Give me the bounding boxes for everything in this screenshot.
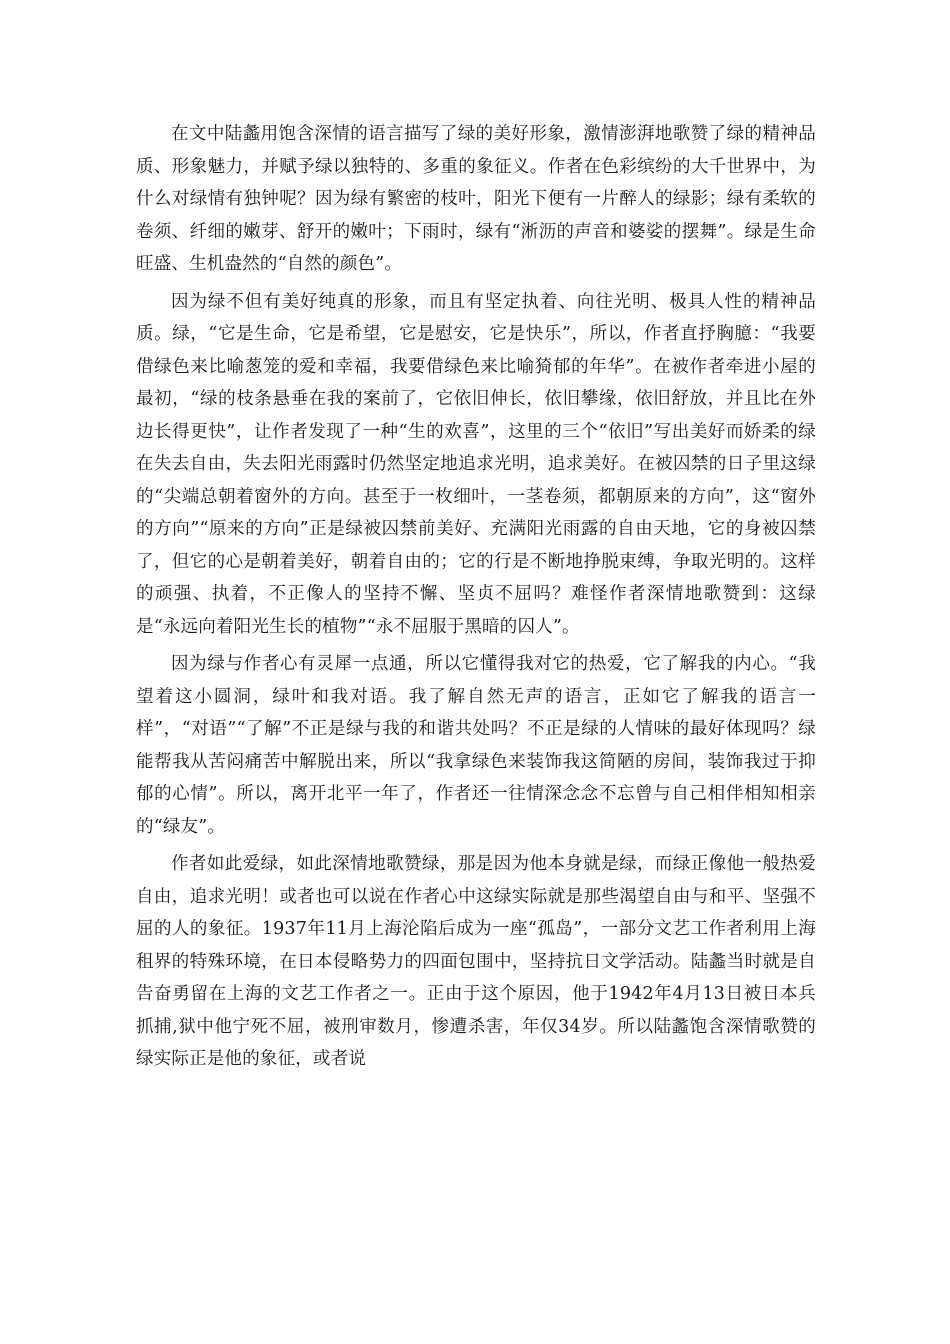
document-body [136,118,816,1081]
paragraph-3: 因为绿与作者心有灵犀一点通，所以它懂得我对它的热爱，它了解我的内心。“我望着这小圆洞，绿叶和我对语。我了解自然无声的语言，正如它了解我的语言一样”，“对语”“了解”不正是绿与我的和谐共处吗？不正是绿的人情味的最好体现吗？绿能帮我从苦闷痛苦中解脱出来，所以“我拿绿色来装饰我这简陋的房间，装饰我过于抑郁的心情”。所以，离开北平一年了，作者还一往情深念念不忘曾与自己相伴相知相亲的“绿友”。 [136,654,816,837]
paragraph-4: 作者如此爱绿，如此深情地歌赞绿，那是因为他本身就是绿，而绿正像他一般热爱自由，追求光明！或者也可以说在作者心中这绿实际就是那些渴望自由与和平、坚强不屈的人的象征。1937年11月上海沦陷后成为一座“孤岛”，一部分文艺工作者利用上海租界的特殊环境，在日本侵略势力的四面包围中，坚持抗日文学活动。陆蠡当时就是自告奋勇留在上海的文艺工作者之一。正由于这个原因，他于1942年4月13日被日本兵抓捕,狱中他宁死不屈，被刑审数月，惨遭杀害，年仅34岁。所以陆蠡饱含深情歌赞的绿实际正是他的象征，或者说 [136,854,816,1069]
paragraph-1: 在文中陆蠡用饱含深情的语言描写了绿的美好形象，激情澎湃地歌赞了绿的精神品质、形象魅力，并赋予绿以独特的、多重的象征义。作者在色彩缤纷的大千世界中，为什么对绿情有独钟呢？因为绿有繁密的枝叶，阳光下便有一片醉人的绿影；绿有柔软的卷须、纤细的嫩芽、舒开的嫩叶；下雨时，绿有“淅沥的声音和婆娑的摆舞”。绿是生命旺盛、生机盎然的“自然的颜色”。 [136,124,816,274]
paragraph-2: 因为绿不但有美好纯真的形象，而且有坚定执着、向往光明、极具人性的精神品质。绿，“它是生命，它是希望，它是慰安，它是快乐”，所以，作者直抒胸臆：“我要借绿色来比喻葱笼的爱和幸福，我要借绿色来比喻猗郁的年华”。在被作者牵进小屋的最初，“绿的枝条悬垂在我的案前了，它依旧伸长，依旧攀缘，依旧舒放，并且比在外边长得更快”，让作者发现了一种“生的欢喜”，这里的三个“依旧”写出美好而娇柔的绿在失去自由，失去阳光雨露时仍然坚定地追求光明，追求美好。在被囚禁的日子里这绿的“尖端总朝着窗外的方向。甚至于一枚细叶，一茎卷须，都朝原来的方向”，这“窗外的方向”“原来的方向”正是绿被囚禁前美好、充满阳光雨露的自由天地，它的身被囚禁了，但它的心是朝着美好，朝着自由的；它的行是不断地挣脱束缚，争取光明的。这样的顽强、执着，不正像人的坚持不懈、坚贞不屈吗？难怪作者深情地歌赞到：这绿是“永远向着阳光生长的植物”“永不屈服于黑暗的囚人”。 [136,291,816,637]
